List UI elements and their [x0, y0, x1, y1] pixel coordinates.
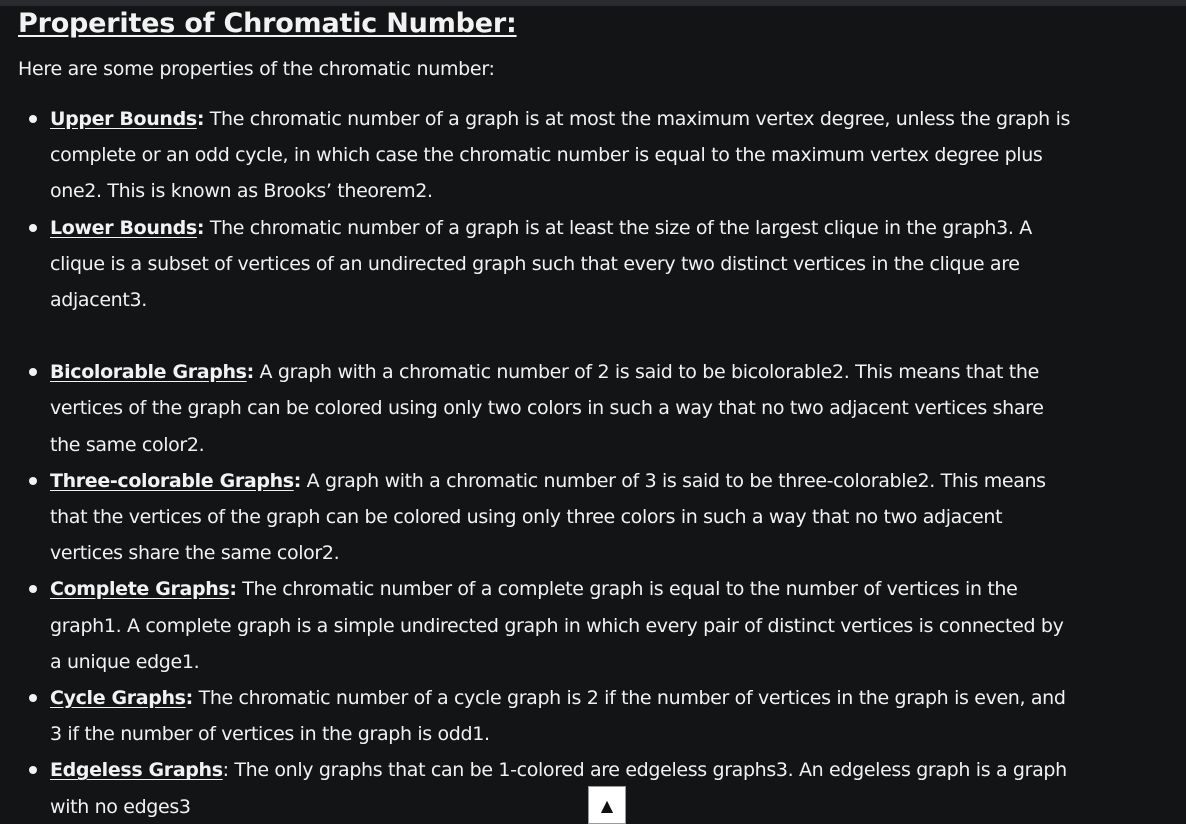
term-complete-graphs — [50, 578, 237, 600]
item-text: The chromatic number of a complete graph is equal to the number of vertices in the graph1. A complete graph is a simple undirected graph in which every pair of distinct vertices is connected by a unique edge1. — [50, 578, 1064, 673]
properties-list — [18, 101, 1168, 824]
term-name: Edgeless Graphs — [50, 759, 223, 782]
item-text: The chromatic number of a cycle graph is 2 if the number of vertices in the graph is even, and 3 if the number of vertices in the graph is odd1. — [50, 687, 1066, 746]
scroll-to-top-button[interactable] — [588, 786, 626, 824]
term-lower-bounds — [50, 217, 204, 239]
term-colon: : — [196, 108, 205, 130]
intro-paragraph: Here are some properties of the chromatic number: — [18, 58, 495, 80]
term-name: Complete Graphs — [50, 578, 230, 601]
item-text: The only graphs that can be 1-colored are edgeless graphs3. An edgeless graph is a graph with no edges3 — [50, 759, 1067, 818]
term-name: Cycle Graphs — [50, 687, 186, 710]
term-name: Bicolorable Graphs — [50, 361, 247, 384]
list-item-cycle-graphs — [18, 680, 1072, 752]
term-colon: : — [229, 578, 237, 601]
term-upper-bounds — [50, 108, 204, 130]
term-colon: : — [246, 361, 254, 384]
term-three-colorable-graphs — [50, 470, 301, 492]
list-item-lower-bounds — [18, 210, 1072, 319]
item-text: A graph with a chromatic number of 3 is said to be three-colorable2. This means that the vertices of the graph can be colored using only three colors in such a way that no two adjacent vertices share the same color2. — [50, 469, 1046, 565]
term-name: Upper Bounds — [50, 108, 197, 130]
term-colon: : — [293, 469, 301, 492]
term-name: Three-colorable Graphs — [50, 469, 294, 492]
term-edgeless-graphs — [50, 759, 229, 781]
list-item-bicolorable-graphs — [18, 354, 1072, 463]
item-text: The chromatic number of a graph is at most the maximum vertex degree, unless the graph is complete or an odd cycle, in which case the chromatic number is equal to the maximum vertex degree plus one2. This is known as Brooks’ theorem2. — [50, 108, 1071, 203]
term-colon: : — [222, 759, 229, 782]
top-strip — [0, 0, 1186, 6]
article-content — [18, 8, 1168, 824]
item-text: A graph with a chromatic number of 2 is said to be bicolorable2. This means that the vertices of the graph can be colored using only two colors in such a way that no two adjacent vertices share the same color2. — [50, 361, 1044, 456]
list-item-edgeless-graphs — [18, 752, 1072, 824]
term-colon: : — [196, 216, 205, 239]
term-name: Lower Bounds — [50, 216, 197, 239]
list-item-three-colorable-graphs — [18, 463, 1072, 572]
term-colon: : — [185, 687, 193, 710]
arrow-up-icon: ▲ — [600, 795, 614, 815]
term-cycle-graphs — [50, 687, 193, 709]
term-bicolorable-graphs — [50, 361, 254, 383]
list-item-complete-graphs — [18, 571, 1072, 680]
section-heading: Properites of Chromatic Number: — [18, 8, 517, 39]
item-text: The chromatic number of a graph is at least the size of the largest clique in the graph3. A clique is a subset of vertices of an undirected graph such that every two distinct vertices in the clique are adjacent3. — [50, 216, 1032, 312]
list-item-upper-bounds — [18, 101, 1072, 210]
